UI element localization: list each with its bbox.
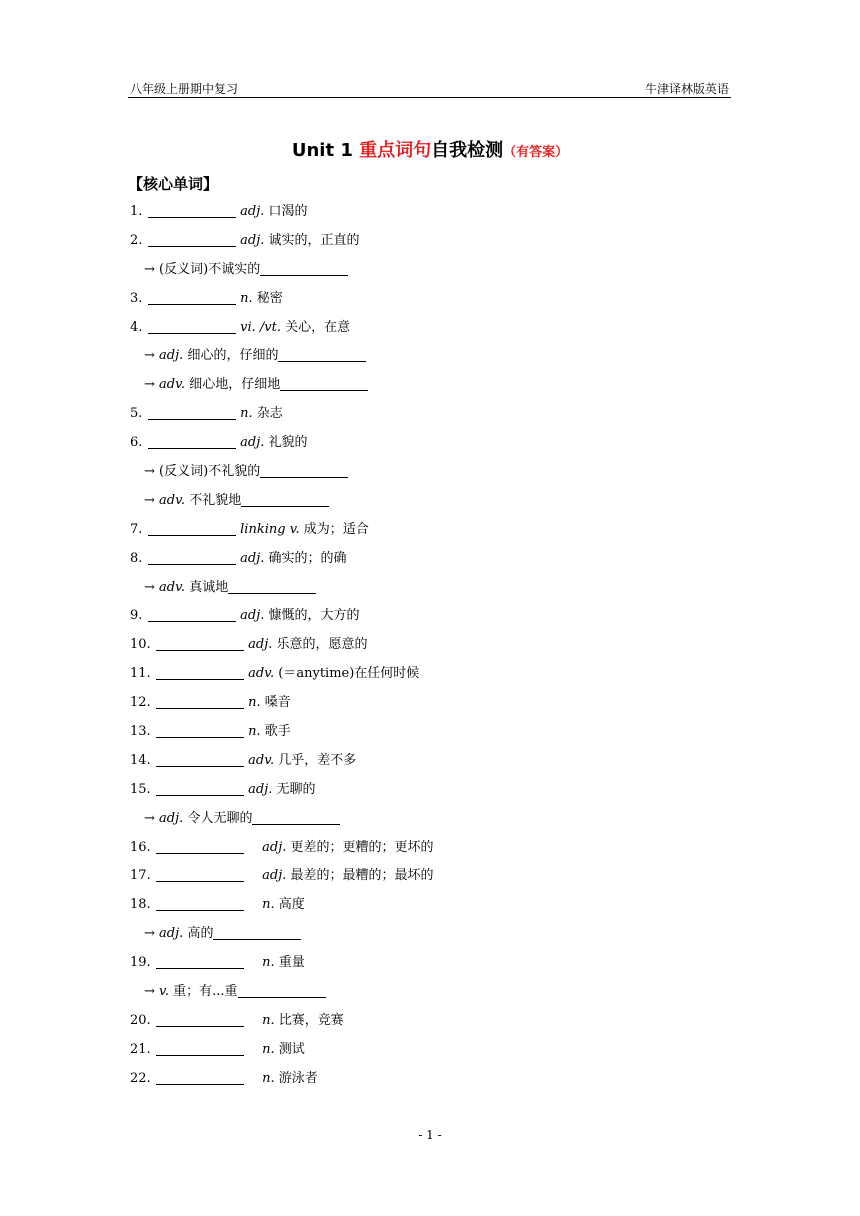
item-content (156, 718, 291, 747)
part-of-speech: adv. (159, 579, 186, 595)
part-of-speech: n. (262, 1041, 275, 1057)
derivative-content (144, 371, 368, 400)
derivative-meaning: 高的 (187, 926, 214, 942)
part-of-speech: adj. (159, 926, 184, 942)
vocab-item (0, 834, 860, 863)
answer-blank[interactable] (156, 694, 244, 709)
item-meaning: 无聊的 (276, 781, 316, 797)
part-of-speech: adj. (240, 435, 265, 451)
item-meaning: 最差的；最糟的；最坏的 (290, 868, 434, 884)
item-number: 12. (130, 695, 151, 711)
item-content (156, 660, 419, 689)
vocab-derivative (0, 458, 860, 487)
answer-blank[interactable] (280, 376, 368, 391)
item-number: 4. (130, 319, 143, 335)
arrow-icon: → (144, 377, 155, 393)
item-number: 15. (130, 781, 151, 797)
vocab-item (0, 862, 860, 891)
part-of-speech: adj. (240, 608, 265, 624)
part-of-speech: adv. (248, 752, 275, 768)
item-meaning: (＝anytime)在任何时候 (278, 666, 420, 682)
part-of-speech: adv. (159, 492, 186, 508)
item-number: 19. (130, 955, 151, 971)
section-heading: 【核心单词】 (128, 175, 219, 193)
item-content (148, 429, 308, 458)
item-meaning: 高度 (278, 897, 305, 913)
part-of-speech: adj. (262, 868, 287, 884)
answer-blank[interactable] (252, 810, 340, 825)
vocab-derivative (0, 487, 860, 516)
title-main: 自我检测 (431, 140, 504, 161)
answer-blank[interactable] (156, 752, 244, 767)
arrow-icon: → (144, 348, 155, 364)
derivative-meaning: 不礼貌地 (189, 492, 242, 508)
answer-blank[interactable] (148, 521, 236, 536)
vocab-item (0, 689, 860, 718)
vocab-item (0, 429, 860, 458)
item-content (156, 949, 305, 978)
item-content (156, 776, 316, 805)
vocab-derivative (0, 574, 860, 603)
answer-blank[interactable] (156, 665, 244, 680)
item-content (148, 545, 347, 574)
item-number: 6. (130, 435, 143, 451)
item-meaning: 诚实的，正直的 (268, 232, 360, 248)
derivative-content (144, 920, 301, 949)
vocab-item (0, 776, 860, 805)
derivative-content (144, 978, 326, 1007)
item-meaning: 更差的；更糟的；更坏的 (290, 839, 434, 855)
answer-blank[interactable] (156, 896, 244, 911)
item-number: 18. (130, 897, 151, 913)
answer-blank[interactable] (238, 983, 326, 998)
part-of-speech: n. (262, 897, 275, 913)
vocab-item (0, 400, 860, 429)
item-content (148, 602, 360, 631)
answer-blank[interactable] (156, 1070, 244, 1085)
answer-blank[interactable] (156, 723, 244, 738)
vocab-derivative (0, 371, 860, 400)
item-number: 21. (130, 1041, 151, 1057)
item-content (148, 198, 308, 227)
item-number: 22. (130, 1070, 151, 1086)
item-meaning: 重量 (278, 955, 305, 971)
derivative-meaning: (反义词)不诚实的 (159, 261, 261, 277)
derivative-meaning: 细心的，仔细的 (187, 348, 279, 364)
vocab-item (0, 545, 860, 574)
item-number: 16. (130, 839, 151, 855)
vocab-derivative (0, 978, 860, 1007)
answer-blank[interactable] (156, 867, 244, 882)
item-meaning: 嗓音 (264, 695, 291, 711)
answer-blank[interactable] (156, 1012, 244, 1027)
answer-blank[interactable] (148, 319, 236, 334)
part-of-speech: n. (248, 695, 261, 711)
item-content (148, 285, 283, 314)
answer-blank[interactable] (156, 839, 244, 854)
answer-blank[interactable] (148, 607, 236, 622)
part-of-speech: n. (248, 724, 261, 740)
vocab-item (0, 631, 860, 660)
item-content (156, 1065, 318, 1094)
arrow-icon: → (144, 926, 155, 942)
vocab-item (0, 718, 860, 747)
part-of-speech: adv. (159, 377, 186, 393)
item-meaning: 确实的；的确 (268, 550, 347, 566)
part-of-speech: n. (240, 406, 253, 422)
item-number: 2. (130, 232, 143, 248)
page-title (0, 136, 860, 162)
title-note: （有答案） (503, 145, 569, 160)
answer-blank[interactable] (260, 261, 348, 276)
item-number: 1. (130, 204, 143, 219)
item-content (156, 1036, 305, 1065)
vocab-item (0, 1007, 860, 1036)
item-content (156, 891, 305, 920)
answer-blank[interactable] (156, 1041, 244, 1056)
vocab-item (0, 227, 860, 256)
item-number: 8. (130, 550, 143, 566)
item-content (156, 631, 368, 660)
item-content (156, 747, 356, 776)
arrow-icon: → (144, 492, 155, 508)
part-of-speech: adv. (248, 666, 275, 682)
arrow-icon: → (144, 984, 155, 1000)
derivative-meaning: 令人无聊的 (187, 810, 253, 826)
answer-blank[interactable] (278, 347, 366, 362)
vocab-item (0, 1036, 860, 1065)
answer-blank[interactable] (148, 290, 236, 305)
title-unit: Unit 1 (291, 140, 360, 161)
vocab-derivative (0, 256, 860, 285)
vocab-item (0, 949, 860, 978)
derivative-content (144, 458, 348, 487)
part-of-speech: adj. (262, 839, 287, 855)
item-meaning: 杂志 (256, 406, 283, 422)
answer-blank[interactable] (156, 781, 244, 796)
item-number: 3. (130, 290, 143, 306)
item-meaning: 歌手 (264, 724, 291, 740)
arrow-icon: → (144, 261, 155, 277)
part-of-speech: adj. (159, 810, 184, 826)
derivative-meaning: (反义词)不礼貌的 (159, 464, 261, 480)
derivative-meaning: 重；有...重 (173, 984, 238, 1000)
item-number: 9. (130, 608, 143, 624)
derivative-content (144, 487, 329, 516)
vocab-item (0, 891, 860, 920)
item-meaning: 乐意的，愿意的 (276, 637, 368, 653)
part-of-speech: n. (262, 955, 275, 971)
part-of-speech: v. (159, 984, 169, 1000)
header-left-text: 八年级上册期中复习 (130, 82, 239, 96)
item-content (148, 227, 360, 256)
derivative-content (144, 256, 348, 285)
item-meaning: 几乎，差不多 (278, 752, 357, 768)
part-of-speech: adj. (248, 637, 273, 653)
answer-blank[interactable] (148, 405, 236, 420)
vocab-item (0, 1065, 860, 1094)
arrow-icon: → (144, 810, 155, 826)
item-number: 5. (130, 406, 143, 422)
part-of-speech: adj. (240, 232, 265, 248)
part-of-speech: vi. /vt. (240, 319, 281, 335)
answer-blank[interactable] (228, 579, 316, 594)
item-content (156, 862, 434, 891)
page-number: - 1 - (418, 1128, 442, 1142)
vocabulary-list (0, 198, 860, 1094)
item-content (156, 834, 434, 863)
item-meaning: 关心，在意 (285, 319, 351, 335)
item-meaning: 比赛，竞赛 (278, 1012, 344, 1028)
answer-blank[interactable] (156, 636, 244, 651)
vocab-derivative (0, 920, 860, 949)
vocab-item (0, 747, 860, 776)
item-number: 17. (130, 868, 151, 884)
vocab-item (0, 516, 860, 545)
derivative-content (144, 342, 366, 371)
item-content (156, 1007, 344, 1036)
item-content (148, 314, 350, 343)
derivative-meaning: 细心地，仔细地 (189, 377, 281, 393)
item-number: 10. (130, 637, 151, 653)
vocab-derivative (0, 342, 860, 371)
answer-blank[interactable] (148, 232, 236, 247)
item-number: 14. (130, 752, 151, 768)
part-of-speech: adj. (159, 348, 184, 364)
answer-blank[interactable] (148, 550, 236, 565)
part-of-speech: adj. (240, 550, 265, 566)
derivative-meaning: 真诚地 (189, 579, 229, 595)
part-of-speech: n. (262, 1012, 275, 1028)
part-of-speech: linking v. (240, 521, 300, 537)
vocab-item (0, 314, 860, 343)
header-divider (128, 97, 731, 98)
item-meaning: 礼貌的 (268, 435, 308, 451)
title-highlight: 重点词句 (359, 140, 432, 161)
answer-blank[interactable] (148, 203, 236, 218)
arrow-icon: → (144, 464, 155, 480)
item-number: 11. (130, 666, 151, 682)
part-of-speech: n. (240, 290, 253, 306)
arrow-icon: → (144, 579, 155, 595)
item-content (148, 516, 369, 545)
item-number: 7. (130, 521, 143, 537)
item-content (148, 400, 283, 429)
item-meaning: 慷慨的，大方的 (268, 608, 360, 624)
part-of-speech: adj. (248, 781, 273, 797)
derivative-content (144, 574, 316, 603)
item-meaning: 口渴的 (268, 204, 308, 219)
item-meaning: 成为；适合 (303, 521, 369, 537)
header-right-text: 牛津译林版英语 (644, 82, 729, 96)
item-number: 20. (130, 1012, 151, 1028)
vocab-item (0, 285, 860, 314)
item-meaning: 秘密 (256, 290, 283, 306)
answer-blank[interactable] (241, 492, 329, 507)
vocab-item (0, 198, 860, 227)
part-of-speech: adj. (240, 204, 265, 219)
vocab-derivative (0, 805, 860, 834)
vocab-item (0, 602, 860, 631)
item-number: 13. (130, 724, 151, 740)
item-meaning: 测试 (278, 1041, 305, 1057)
item-content (156, 689, 291, 718)
derivative-content (144, 805, 340, 834)
vocab-item (0, 660, 860, 689)
answer-blank[interactable] (260, 463, 348, 478)
answer-blank[interactable] (156, 954, 244, 969)
part-of-speech: n. (262, 1070, 275, 1086)
answer-blank[interactable] (148, 434, 236, 449)
answer-blank[interactable] (213, 925, 301, 940)
item-meaning: 游泳者 (278, 1070, 318, 1086)
